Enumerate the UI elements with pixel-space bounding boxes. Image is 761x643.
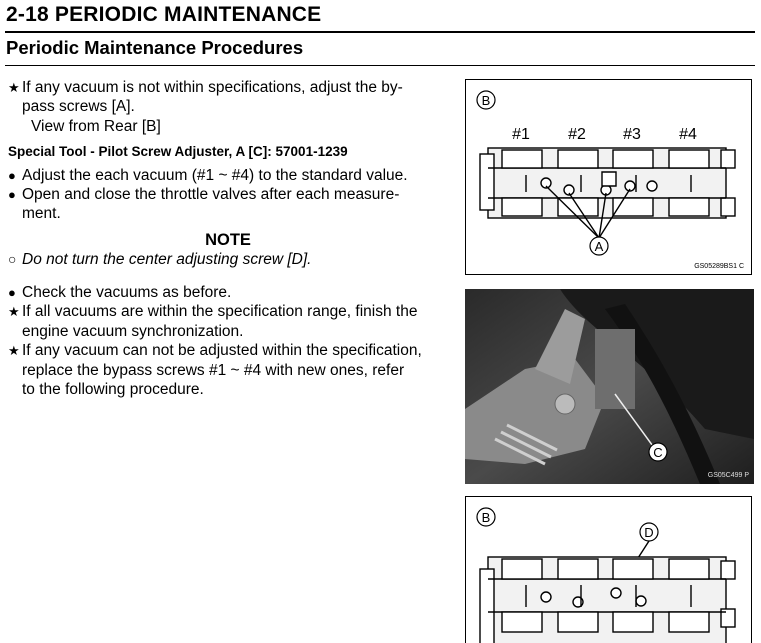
note-body bbox=[8, 250, 448, 269]
note-heading: NOTE bbox=[205, 230, 251, 249]
step-text-line: replace the bypass screws #1 ~ #4 with new ones, refer bbox=[22, 361, 405, 379]
star-icon: ★ bbox=[8, 80, 20, 95]
step-adjust-vacuum bbox=[8, 166, 448, 185]
figure-code: GS05C499 P bbox=[707, 472, 749, 479]
throttle-body-diagram bbox=[466, 80, 751, 274]
label-cyl-4: #4 bbox=[679, 126, 697, 143]
bullet-icon: ● bbox=[8, 167, 16, 183]
header-rule bbox=[5, 31, 755, 33]
label-cyl-1: #1 bbox=[512, 126, 530, 143]
step-text-line: Adjust the each vacuum (#1 ~ #4) to the standard value. bbox=[22, 166, 408, 184]
section-title: Periodic Maintenance Procedures bbox=[6, 37, 304, 58]
label-b: B bbox=[481, 93, 491, 108]
step-text-line: If all vacuums are within the specification range, finish the bbox=[22, 303, 418, 321]
label-b: B bbox=[481, 510, 491, 525]
step-text-line: Check the vacuums as before. bbox=[22, 284, 232, 301]
step-adjust-bypass bbox=[8, 78, 448, 117]
section-rule bbox=[5, 65, 755, 66]
star-icon: ★ bbox=[8, 343, 20, 359]
figure-throttle-body-rear bbox=[465, 79, 752, 275]
bullet-icon: ● bbox=[8, 285, 16, 300]
figure-pilot-screw-adjuster-photo bbox=[465, 289, 754, 484]
label-cyl-3: #3 bbox=[623, 126, 641, 143]
adjuster-photo bbox=[465, 289, 754, 484]
label-d: D bbox=[644, 525, 654, 540]
step-text-line: to the following procedure. bbox=[22, 381, 204, 399]
step-text-line: Open and close the throttle valves after each measure- bbox=[22, 186, 400, 204]
label-a: A bbox=[594, 239, 604, 254]
bullet-icon: ● bbox=[8, 187, 16, 203]
throttle-body-diagram-d bbox=[466, 497, 751, 643]
label-c: C bbox=[653, 445, 663, 460]
step-check-vacuums bbox=[8, 283, 448, 302]
step-text-line: If any vacuum can not be adjusted within the specification, bbox=[22, 342, 422, 360]
step-text-line: engine vacuum synchronization. bbox=[22, 322, 244, 340]
step-text-line: pass screws [A]. bbox=[22, 98, 135, 116]
throttle-body-drawing bbox=[480, 148, 735, 238]
label-cyl-2: #2 bbox=[568, 126, 586, 143]
figure-center-adjusting-screw bbox=[465, 496, 752, 643]
step-replace-screws bbox=[8, 341, 448, 399]
procedure-text-top bbox=[8, 78, 448, 270]
step-text-line: ment. bbox=[22, 205, 61, 223]
step-text-line: If any vacuum is not within specifications, adjust the by- bbox=[22, 79, 403, 96]
step-finish-sync bbox=[8, 302, 448, 341]
circle-icon: ○ bbox=[8, 251, 17, 268]
special-tool-line: Special Tool - Pilot Screw Adjuster, A [C]: 57001-1239 bbox=[8, 144, 348, 160]
star-icon: ★ bbox=[8, 304, 20, 320]
figure-code: GS05289BS1 C bbox=[694, 263, 744, 270]
note-text: Do not turn the center adjusting screw [D]. bbox=[22, 251, 312, 269]
step-open-close-throttle bbox=[8, 185, 448, 224]
procedure-text-bottom bbox=[8, 283, 448, 399]
page-title: 2-18 PERIODIC MAINTENANCE bbox=[6, 3, 322, 26]
view-from-rear-line: View from Rear [B] bbox=[31, 117, 161, 135]
